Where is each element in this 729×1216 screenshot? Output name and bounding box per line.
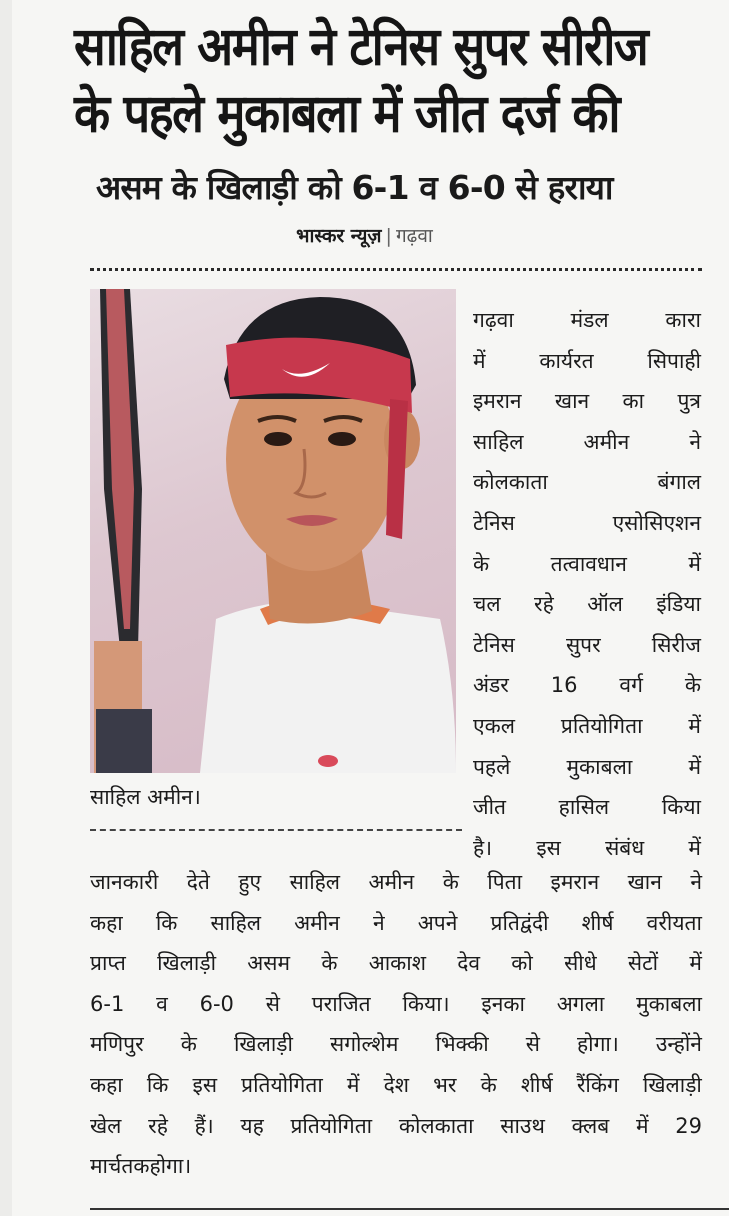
page-edge [0,0,12,1216]
word: खान [554,389,590,414]
word: रहे [148,1113,168,1138]
word: सिपाही [647,348,701,373]
caption-divider [90,829,462,831]
word: तक [121,1154,150,1179]
text-line [473,503,701,544]
word: अंडर [473,673,509,698]
word: हुए [238,870,262,894]
word: देव [457,951,481,976]
word: कि [155,910,178,935]
word: यह [240,1113,264,1138]
text-line [473,544,701,585]
word: खिलाड़ी [157,951,217,976]
word: शीर्ष [581,910,614,935]
word: में [473,348,486,373]
word: मणिपुर [90,1032,144,1057]
word: खिलाड़ी [642,1072,702,1097]
word: पहले [473,754,511,779]
word: कोलकाता [398,1113,474,1138]
word: प्रतियोगिता [241,1072,323,1097]
word: में [688,551,701,576]
word: एकल [473,713,515,738]
word: के [473,551,490,576]
word: पिता [487,870,523,894]
word: इस [192,1072,218,1097]
text-line [90,1024,702,1065]
word: से [525,1032,540,1057]
word: अगला [556,991,605,1016]
word: अमीन [368,870,415,894]
word: मुकाबला [566,754,633,779]
text-line [90,984,702,1025]
text-line [90,1065,702,1106]
word: इनका [481,991,525,1016]
word: हैं। [194,1113,214,1138]
word: टेनिस [473,632,515,657]
word: के [684,673,701,698]
text-line [90,943,702,984]
word: किया। [402,991,450,1016]
word: इमरान [550,870,600,894]
headline-line-1: साहिल अमीन ने टेनिस सुपर सीरीज [74,16,648,78]
word: वर्ग [619,673,643,698]
word: साउथ [500,1113,545,1138]
word: एसोसिएशन [612,510,701,535]
word: तत्वावधान [550,551,627,576]
word: पुत्र [677,389,701,414]
word: होगा। [577,1032,619,1057]
word: अमीन [294,910,340,935]
word: कारा [665,308,701,332]
word: 6-1 [90,991,125,1016]
text-line [90,903,702,944]
word: 16 [550,673,578,698]
word: प्रतियोगिता [290,1113,373,1138]
word: में [635,1113,649,1138]
word: रैंकिंग [576,1072,619,1097]
word: व [156,991,168,1016]
text-line [473,747,701,788]
word: ने [372,910,385,935]
word: का [622,389,645,414]
word: में [346,1072,360,1097]
word: साहिल [473,429,524,454]
word: खान [627,870,662,894]
text-line [473,584,701,625]
word: ने [689,429,701,454]
word: अमीन [583,429,630,454]
word: कहा [90,1072,123,1097]
word: ने [690,870,702,894]
article-headline [74,14,714,148]
word: चल [473,592,501,617]
word: असम [247,951,291,976]
word: वरीयता [646,910,702,935]
word: प्रतियोगिता [560,713,643,738]
word: आकाश [368,951,426,976]
byline-separator: | [385,225,392,247]
word: कार्यरत [539,348,594,373]
word: क्लब [571,1113,610,1138]
word: सीधे [564,951,597,976]
dotted-divider [90,268,702,271]
word: इंडिया [656,592,701,617]
article-photo [90,289,456,773]
word: बंगाल [657,470,701,495]
word: मार्च [90,1154,122,1179]
word: के [321,951,338,976]
word: कोलकाता [473,470,548,495]
word: होगा। [149,1154,192,1179]
word: कहा [90,910,123,935]
word: प्राप्त [90,951,126,976]
byline [0,223,729,249]
text-line [90,862,702,903]
word: के [442,870,459,894]
word: सुपर [565,632,601,657]
word: भर [433,1072,457,1097]
word: इमरान [473,389,522,414]
text-line [473,422,701,463]
word: में [689,951,702,976]
word: 6-0 [199,991,234,1016]
word: शीर्ष [520,1072,553,1097]
word: रहे [534,592,554,617]
word: मुकाबला [636,991,702,1016]
word: सेटों [627,951,659,976]
word: है। [473,835,493,860]
bottom-divider [90,1208,729,1210]
byline-place: गढ़वा [395,225,433,247]
word: में [688,835,701,860]
byline-agency: भास्कर न्यूज़ [296,225,382,247]
word: खिलाड़ी [233,1032,293,1057]
text-line [90,1106,702,1147]
photo-caption: साहिल अमीन। [90,785,201,809]
word: जानकारी [90,870,159,894]
word: जीत [473,795,506,820]
headline-line-2: के पहले मुकाबला में जीत दर्ज की [74,83,620,146]
word: से [265,991,280,1016]
text-line [473,625,701,666]
text-line [473,462,701,503]
text-line [473,706,701,747]
word: साहिल [289,870,341,894]
word: टेनिस [473,510,515,535]
word: खेल [90,1113,122,1138]
word: उन्होंने [655,1032,702,1057]
word: इस [536,835,561,860]
text-line [473,665,701,706]
text-line [473,381,701,422]
word: सिरीज [651,632,701,657]
word: के [480,1072,497,1097]
word: के [180,1032,197,1057]
word: देते [186,870,210,894]
word: ऑल [587,592,623,617]
word: मंडल [570,308,609,332]
word: साहिल [210,910,262,935]
word: पराजित [311,991,371,1016]
word: भिक्की [435,1032,489,1057]
word: में [688,713,701,738]
article-body [90,862,702,1187]
article-side-column [473,300,701,868]
text-line [473,300,701,341]
text-line [90,1146,702,1187]
word: किया [661,795,701,820]
word: हासिल [558,795,610,820]
player-portrait [90,289,456,773]
word: देश [383,1072,410,1097]
word: में [688,754,701,779]
text-line [473,341,701,382]
word: 29 [675,1113,702,1138]
word: गढ़वा [473,308,514,332]
word: प्रतिद्वंदी [490,910,549,935]
word: अपने [417,910,458,935]
word: कि [146,1072,169,1097]
word: सगोल्शेम [330,1032,399,1057]
article-subheadline: असम के खिलाड़ी को 6-1 व 6-0 से हराया [96,168,613,207]
text-line [473,787,701,828]
word: संबंध [605,835,645,860]
word: को [511,951,533,976]
